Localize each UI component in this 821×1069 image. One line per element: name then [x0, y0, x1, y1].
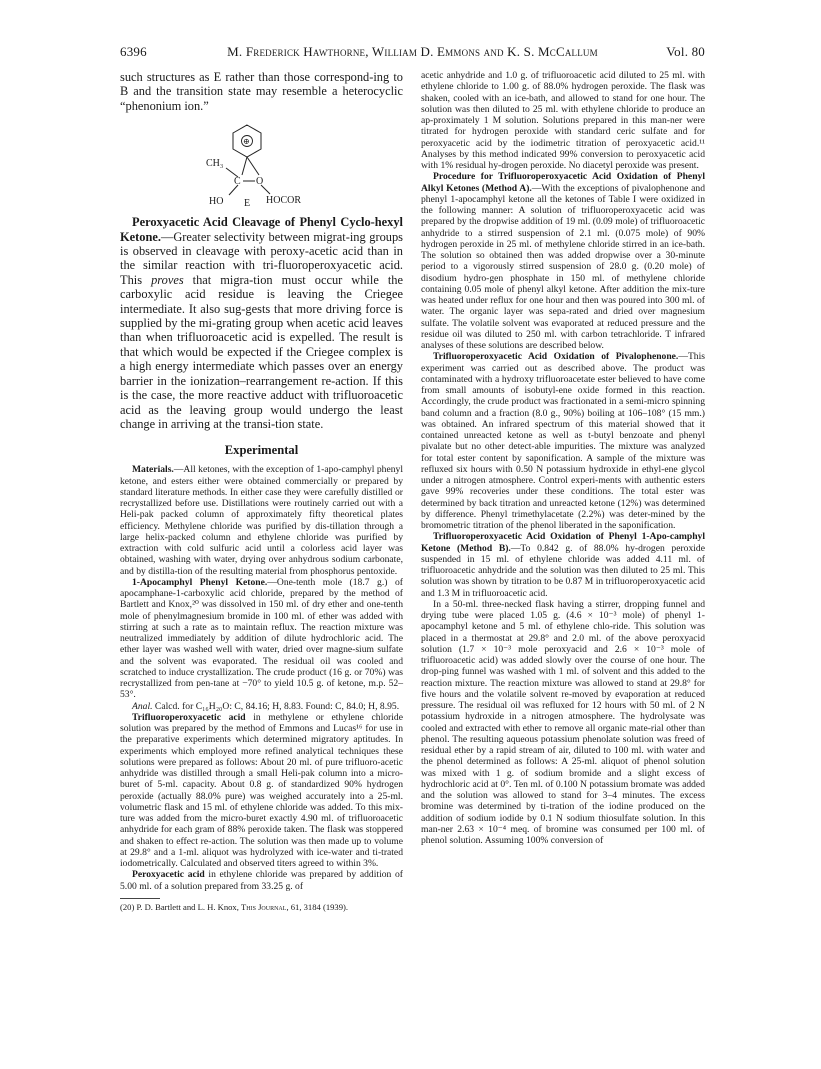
apocamphyl-heading: 1-Apocamphyl Phenyl Ketone.: [132, 576, 268, 588]
pivalophenone-heading: Trifluoroperoxyacetic Acid Oxidation of Pivalophenone.: [433, 351, 679, 363]
trifluoroperoxyacetic-text: in methylene or ethylene chloride solution was prepared by the method of Emmons and Lucas¹⁶ for use in the preparative experiments which determined migratory aptitudes. In experiments which employed more refined analytical techniques these solutions were prepared as follows: About 20 ml. of pure trifluoro-acetic anhydride was distilled through a small Heli-pak column into a micro-buret of 5-ml. capacity. About 0.8 g. of standardized 90% hydrogen peroxide (actually 88.0% pure) was weighed accurately into a 25-ml. volumetric flask and 15 ml. of ethylene chloride was added. To this mix-ture was added from the micro-buret exactly 4.90 ml. of trifluoroacetic anhydride for each gram of 88% peroxide taken. The flask was stoppered and shaken to effect re-action. The solution was then made up to volume at 29.8° and a 1-ml. aliquot was hydrolyzed with ice-water and ti-trated iodometrically. Calculated and observed titers agreed to within 3%.: [120, 711, 403, 870]
volume-number: Vol. 80: [666, 44, 705, 59]
materials-heading: Materials.: [132, 464, 174, 476]
analysis-paragraph: [120, 701, 403, 712]
structure-letter-label: E: [244, 198, 251, 210]
cleavage-text-a: —Greater selectivity between migrat-ing groups is observed in cleavage with peroxy-acetic acid than in the similar reaction with tri-fluoroperoxyacetic acid. This: [120, 229, 403, 287]
methyl-label: CH₃: [206, 158, 224, 170]
footnote-reference: , 61, 3184 (1939).: [286, 901, 349, 912]
running-header: [120, 44, 705, 62]
hydroxyl-label: HO: [209, 196, 224, 208]
carbon-label: C: [234, 176, 241, 188]
right-column: [421, 70, 705, 846]
flask-procedure-paragraph: In a 50-ml. three-necked flask having a stirrer, dropping funnel and drying tube were placed 1.05 g. (4.6 × 10⁻³ mole) of phenyl 1-apocamphyl ketone and 5 ml. of ethylene chlo-ride. This solution was placed in a thermostat at 29.8° and 2.0 ml. of the above peroxyacid solution (1.7 × 10⁻³ mole peroxyacid and 2.6 × 10⁻³ mole of trifluoroacetic acid) was added slowly over the course of one hour. The drop-ping funnel was washed with 1 ml. of solvent and this added to the reaction mixture. The reaction mixture was allowed to stand at 29.8° for five hours and the volatile solvent re-moved by evaporation at reduced pressure. The residual oil was refluxed for 12 hours with 50 ml. of 2 N potassium hydroxide in a nitrogen atmosphere. The hydrolysate was cooled and extracted with ether to remove all organic mate-rial other than phenol. The resulting aqueous potassium phenolate solution was freed of residual ether by a rapid stream of air, diluted to 100 ml. with water and the phenol determined as follows: A 25-ml. aliquot of phenol solution was mixed with 1 g. of sodium bromide and a slight excess of hydrochloric acid at 0°. Ten ml. of 0.100 N potassium bromate was added and the solution was allowed to stand for 3–4 minutes. The excess bromine was determined by ti-tration of the iodine produced on the addition of sodium iodide by 0.1 N sodium thiosulfate solution. In this man-ner 2.63 × 10⁻⁴ meq. of bromine was consumed per 100 ml. of phenol solution. Assuming 100% conversion of: [421, 598, 705, 846]
cleavage-heading: Peroxyacetic Acid Cleavage of Phenyl Cyclo-hexyl Ketone.: [120, 215, 403, 244]
ring-charge-label: ⊕: [243, 137, 250, 147]
materials-text: —All ketones, with the exception of 1-apo-camphyl phenyl ketone, and esters either were obtained commercially or prepared by standard literature methods. In either case they were carefully distilled or recrystallized before use. Distillations were routinely carried out with a Heli-pak packed column of approximately fifty theoretical plates efficiency. Methylene chloride was purified by dis-tillation through a large helix-packed column and ethylene chloride was purified by extraction with cold sulfuric acid until a colorless acid layer was obtained, washing with water, drying over anhydrous sodium carbonate, and by distilla-tion of the resulting material from phosphorus pentoxide.: [120, 464, 403, 577]
footnote-text: (20) P. D. Bartlett and L. H. Knox,: [120, 901, 242, 912]
method-b-paragraph: [421, 531, 705, 599]
method-a-heading: Procedure for Trifluoroperoxyacetic Acid Oxidation of Phenyl Alkyl Ketones (Method A).: [421, 171, 705, 194]
footnote-rule: [120, 898, 160, 899]
hocor-label: HOCOR: [266, 195, 302, 207]
oxygen-label: O: [256, 176, 264, 188]
peroxyacetic-paragraph: [120, 869, 403, 892]
method-b-heading: Trifluoroperoxyacetic Acid Oxidation of Phenyl 1-Apo-camphyl Ketone (Method B).: [421, 531, 705, 554]
page-number: 6396: [120, 44, 147, 59]
method-a-text: —With the exceptions of pivalophenone and phenyl 1-apocamphyl ketone all the ketones of Table I were oxidized in the following manner: A solution of trifluoroperoxyacetic acid was prepared by the dropwise addition of 19 ml. (0.09 mole) of trifluoroacetic anhydride to a stirred suspension of 2.1 ml. (0.075 mole) of 90% hydrogen peroxide in 25 ml. of methylene chloride stirred in an ice-bath. The solution so obtained then was added dropwise over a 30-minute period to a vigorously stirred suspension of 28.0 g. (0.20 mole) of disodium hydro-gen phosphate in 150 ml. of methylene chloride containing 0.05 mole of phenyl alkyl ketone. After addition the mix-ture was heated under reflux for one hour and then was poured into 300 ml. of water. The organic layer was sepa-rated and dried over magnesium sulfate. The volatile solvent was evaporated at reduced pressure and the residue oil was diluted to 250 ml. with carbon tetrachloride. T infrared analyses of these solutions are described below.: [421, 182, 705, 351]
left-column: [120, 70, 403, 912]
continued-paragraph: acetic anhydride and 1.0 g. of trifluoroacetic acid diluted to 25 ml. with ethylene chloride to 1.00 g. of 88.0% hydrogen peroxide. The flask was shaken, cooled with an ice-bath, and allowed to stand for one hour. The solution was then diluted to 25 ml. with ethylene chloride to produce an ap-proximately 1 M solution. Solutions prepared in this man-ner were titrated for hydrogen peroxide with standard ceric sulfate and for peroxyacetic acid by the iodimetric titration of peroxyacetic acid.¹¹ Analyses by this method indicated 99% conversion to peroxyacetic acid with 1% residual hy-drogen peroxide. No diacetyl peroxide was present.: [421, 70, 705, 171]
structure-drawing: [120, 119, 403, 211]
peroxyacetic-text: in ethylene chloride was prepared by addition of 5.00 ml. of a solution prepared from 33.25 g. of: [120, 869, 403, 892]
footnote-journal: This Journal: [241, 901, 287, 912]
phenonium-structure-diagram: [120, 119, 403, 211]
peroxyacetic-heading: Peroxyacetic acid: [132, 869, 205, 881]
method-a-paragraph: [421, 171, 705, 351]
trifluoroperoxyacetic-heading: Trifluoroperoxyacetic acid: [132, 711, 246, 723]
cleavage-emphasis: proves: [151, 272, 184, 287]
experimental-heading: Experimental: [224, 443, 299, 458]
pivalophenone-paragraph: [421, 351, 705, 531]
intro-paragraph: such structures as E rather than those correspond-ing to B and the transition state may resemble a heterocyclic “phenonium ion.”: [120, 70, 403, 113]
apocamphyl-text: —One-tenth mole (18.7 g.) of apocamphane-1-carboxylic acid chloride, prepared by the method of Bartlett and Knox,²⁰ was dissolved in 150 ml. of dry ether and one-tenth mole of phenylmagnesium bromide in 100 ml. of ether was added with stirring at such a rate as to maintain reflux. The reaction mixture was neutralized immediately by addition of dilute hydrochloric acid. The ether layer was washed well with water, dried over magne-sium sulfate and the solvent was evaporated. The residual oil was cooled and scratched to induce crystallization. The crude product (16 g. or 70%) was recrystallized from pen-tane at −70° to yield 10.5 g. of ketone, m.p. 52–53°.: [120, 576, 403, 701]
cleavage-text-b: that migra-tion must occur while the carboxylic acid residue is leaving the Criegee intermediate. It also sug-gests that more driving force is supplied by the mi-grating group when acetic acid leaves than when trifluoroacetic acid is expelled. The result is that which would be expected if the Criegee complex is a high energy intermediate which passes over an energy barrier in the ionization–rearrangement re-action. If this is the case, the more reactive adduct with trifluoroacetic acid as the leaving group would undergo the least change in arriving at the transi-tion state.: [120, 272, 403, 431]
running-authors: M. Frederick Hawthorne, William D. Emmons and K. S. McCallum: [227, 44, 598, 59]
analysis-label: Anal.: [132, 700, 153, 712]
apocamphyl-paragraph: [120, 577, 403, 701]
method-b-text: —To 0.842 g. of 88.0% hy-drogen peroxide suspended in 15 ml. of ethylene chloride was added 4.11 ml. of trifluoroacetic anhydride and the solution was then diluted to 25 ml. This solution was shown by titration to be 0.87 M in trifluoroperoxyacetic acid and 1.3 M in trifluoroacetic acid.: [421, 542, 705, 599]
pivalophenone-text: —This experiment was carried out as described above. The product was contaminated with a hydroxy trifluoroacetate ester believed to have come from small amounts of isobutyl-ene oxide formed in this reaction. Accordingly, the crude product was fractionated in a semi-micro spinning band column and a fraction (8.0 g., 90%) boiling at 106–108° (15 mm.) was obtained. An infrared spectrum of this material showed that it contained unreacted ketone as well as t-butyl benzoate and phenyl pivalate but no other detect-able impurities. The mixture was analyzed for total ester content by saponification. A sample of the mixture was refluxed six hours with 0.50 N potassium hydroxide in ethyl-ene glycol under a nitrogen atmosphere. Control experi-ments with authentic esters gave 99% recoveries under these conditions. The total ester was determined by back titration and unreacted ketone (12%) was determined by difference. Phenyl trimethylacetate (2.2%) was deter-mined by the bromometric titration of the phenol liberated in the saponification.: [421, 351, 705, 531]
materials-paragraph: [120, 464, 403, 577]
analysis-text: Calcd. for C₁₆H₂₀O: C, 84.16; H, 8.83. Found: C, 84.0; H, 8.95.: [152, 700, 400, 712]
trifluoroperoxyacetic-paragraph: [120, 712, 403, 870]
footnote-20: [120, 902, 403, 912]
cleavage-paragraph: [120, 215, 403, 431]
